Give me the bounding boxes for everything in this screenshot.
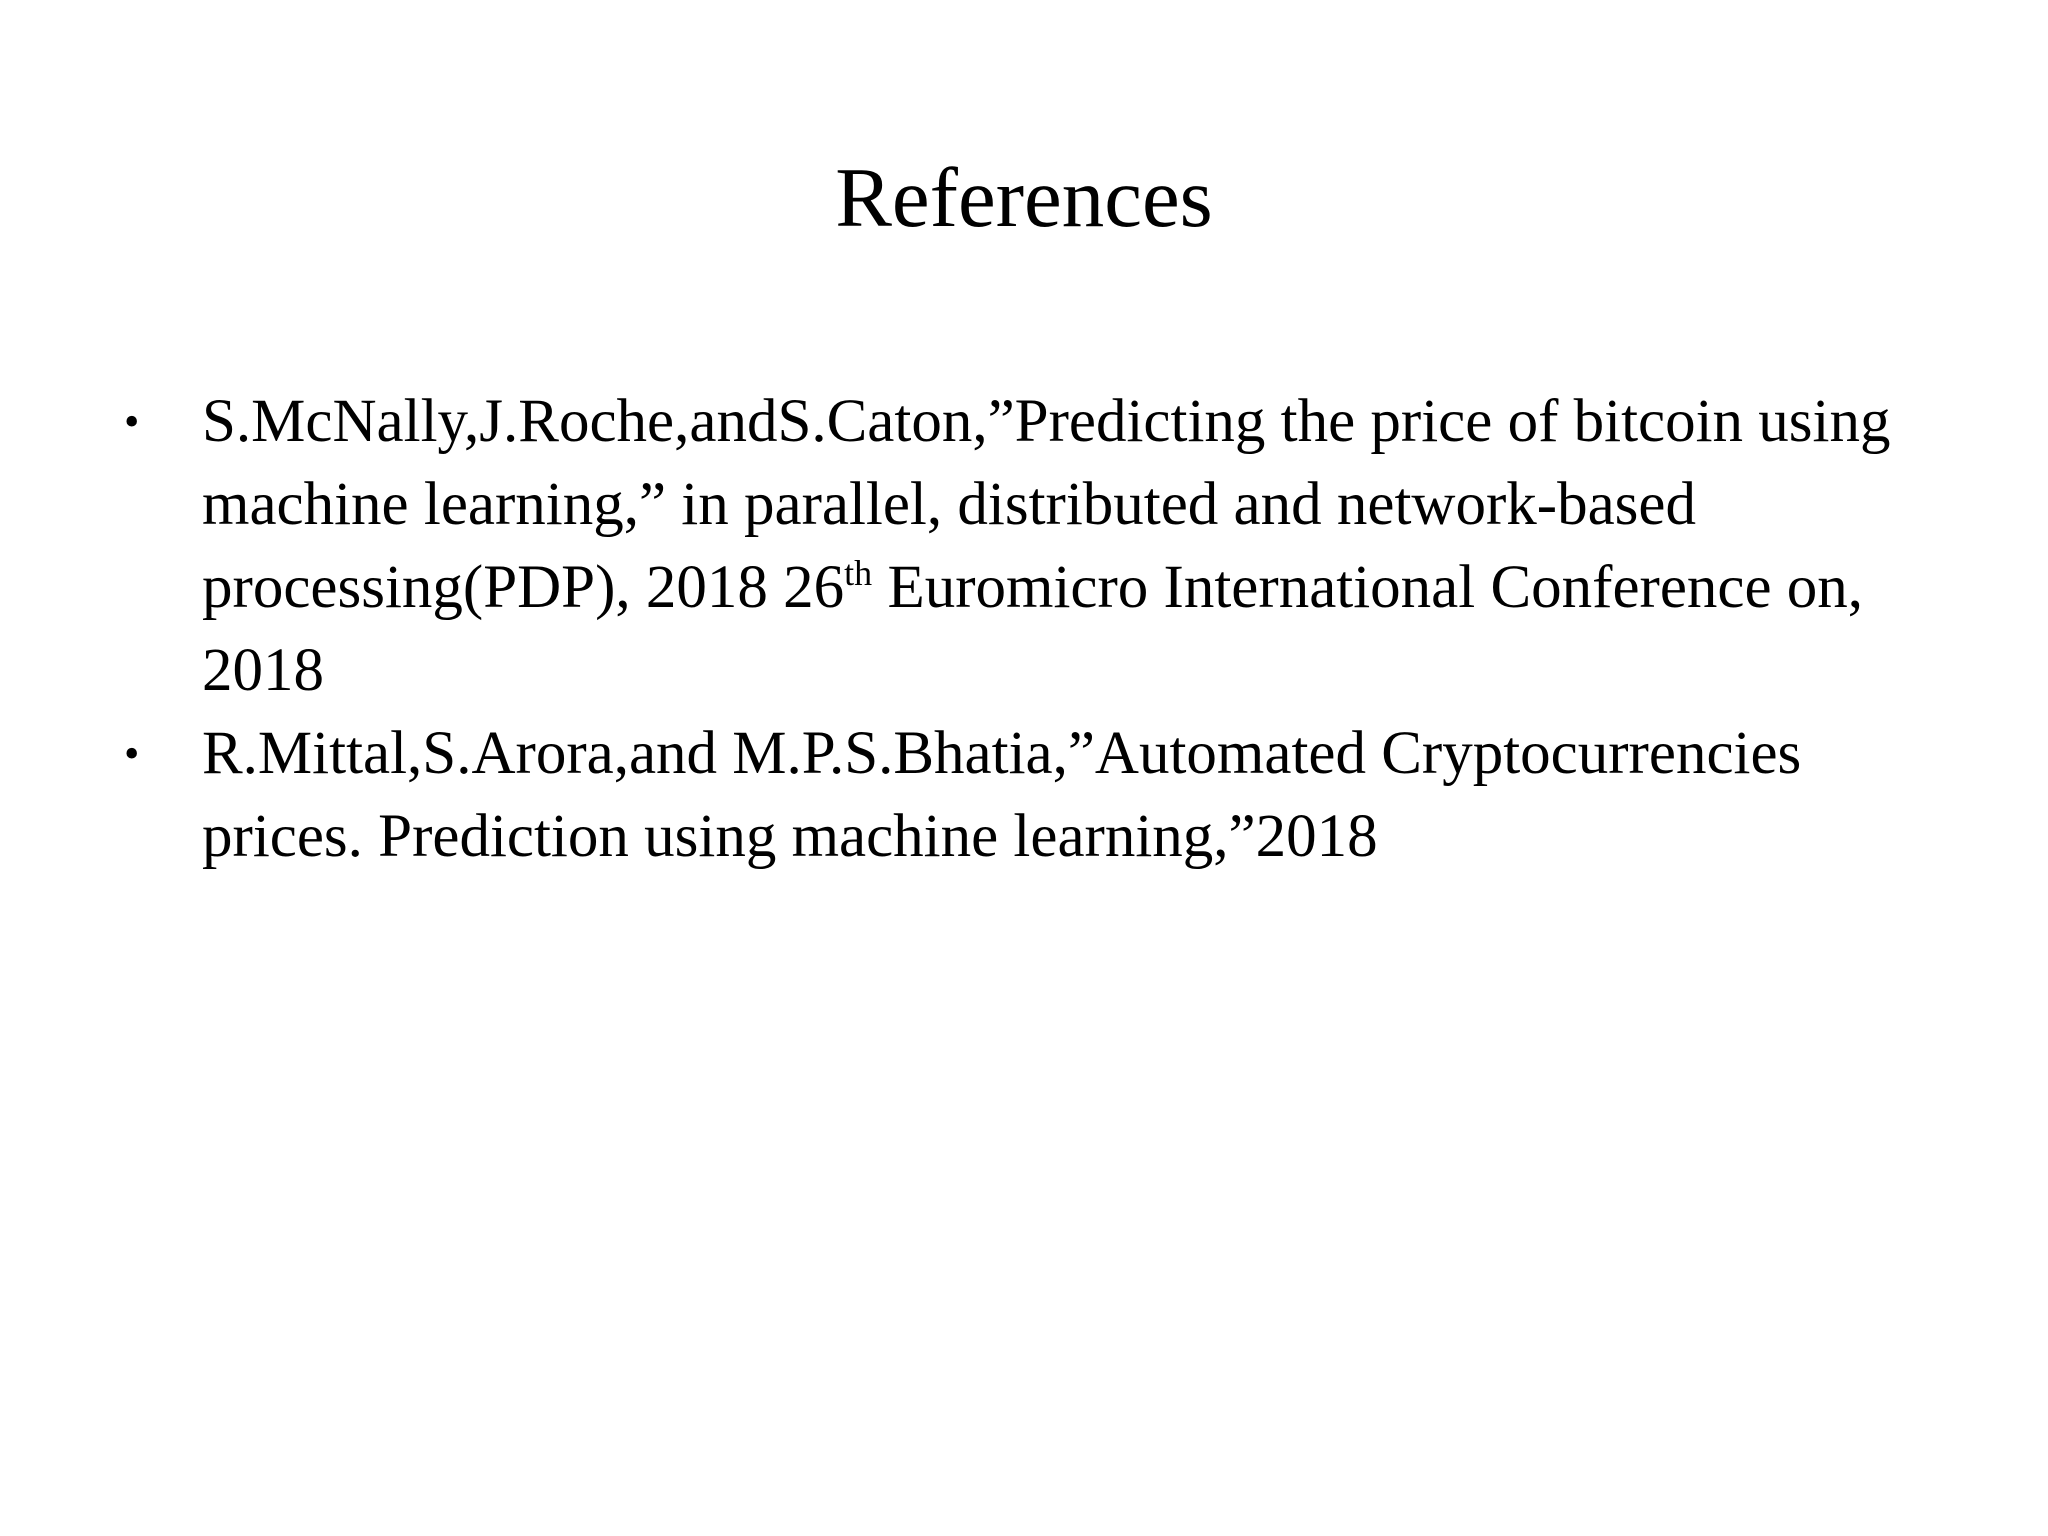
reference-text-1-tail: Euromicro International Conference on, 2018 <box>202 554 1864 704</box>
reference-item-1 <box>120 380 1970 712</box>
reference-list <box>120 380 1970 878</box>
bullet-icon: • <box>124 729 140 778</box>
ordinal-superscript: th <box>844 553 873 593</box>
slide-title: References <box>835 151 1213 245</box>
reference-text-1 <box>202 388 1891 704</box>
bullet-icon: • <box>124 397 140 446</box>
reference-text-1-main: S.McNally,J.Roche,andS.Caton,”Predicting the price of bitcoin using machine learning,” in parallel, distributed and network-based processing(PDP), 2018 26 <box>202 388 1891 621</box>
reference-item-2 <box>120 712 1970 878</box>
reference-text-2: R.Mittal,S.Arora,and M.P.S.Bhatia,”Automated Cryptocurrencies prices. Prediction using machine learning,”2018 <box>202 720 1802 870</box>
